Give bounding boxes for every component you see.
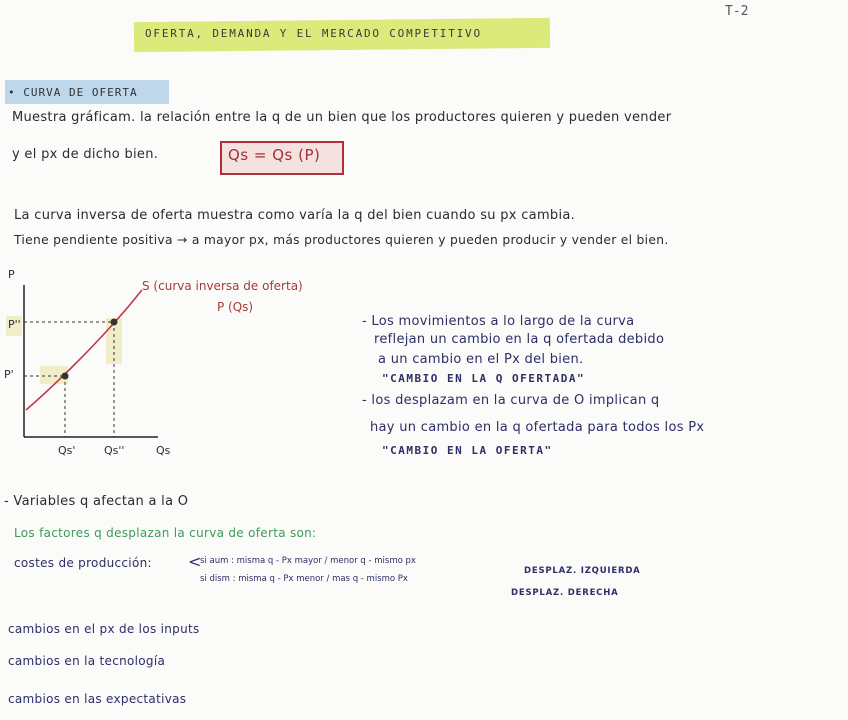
q1-label: Qs' [58,444,76,457]
definition-line-2: y el px de dicho bien. [12,147,159,162]
rise-effect: DESPLAZ. IZQUIERDA [524,566,641,576]
page-title: OFERTA, DEMANDA Y EL MERCADO COMPETITIVO [145,27,482,40]
note1-line-1: - Los movimientos a lo largo de la curva [362,314,635,329]
section-heading: • CURVA DE OFERTA [8,86,138,99]
curve-function: P (Qs) [217,300,254,314]
factor-expectations: cambios en las expectativas [8,692,187,706]
factor-inputs: cambios en el px de los inputs [8,622,200,636]
note1-caps: "CAMBIO EN LA Q OFERTADA" [382,372,586,385]
inverse-line-2: Tiene pendiente positiva → a mayor px, más productores quieren y pueden producir y vender el bien. [14,233,669,247]
point-2 [111,319,118,326]
note1-line-3: a un cambio en el Px del bien. [378,352,584,367]
brace-icon: < [188,552,202,571]
note2-line-2: hay un cambio en la q ofertada para todos los Px [370,420,705,435]
note2-caps: "CAMBIO EN LA OFERTA" [382,444,553,457]
rise-case: si aum : misma q - Px mayor / menor q - mismo px [200,556,416,566]
x-axis-label: Qs [156,444,171,457]
p2-label: P'' [8,318,21,331]
curve-label: S (curva inversa de oferta) [142,279,303,293]
factors-line: Los factores q desplazan la curva de oferta son: [14,526,317,540]
point-1 [62,373,69,380]
costs-label: costes de producción: [14,556,152,570]
supply-curve [26,290,142,410]
note1-line-2: reflejan un cambio en la q ofertada debido [374,332,665,347]
inverse-line-1: La curva inversa de oferta muestra como varía la q del bien cuando su px cambia. [14,208,576,223]
q2-label: Qs'' [104,444,125,457]
fall-effect: DESPLAZ. DERECHA [511,588,619,598]
variables-heading: - Variables q afectan a la O [4,494,189,509]
note2-line-1: - los desplazam en la curva de O implican q [362,393,660,408]
y-axis-label: P [8,268,15,281]
supply-formula: Qs = Qs (P) [228,146,321,164]
page-number: T-2 [725,4,749,19]
fall-case: si dism : misma q - Px menor / mas q - mismo Px [200,574,408,584]
definition-line-1: Muestra gráficam. la relación entre la q de un bien que los productores quieren y pueden vender [12,110,672,125]
p1-label: P' [4,368,14,381]
factor-technology: cambios en la tecnología [8,654,166,668]
